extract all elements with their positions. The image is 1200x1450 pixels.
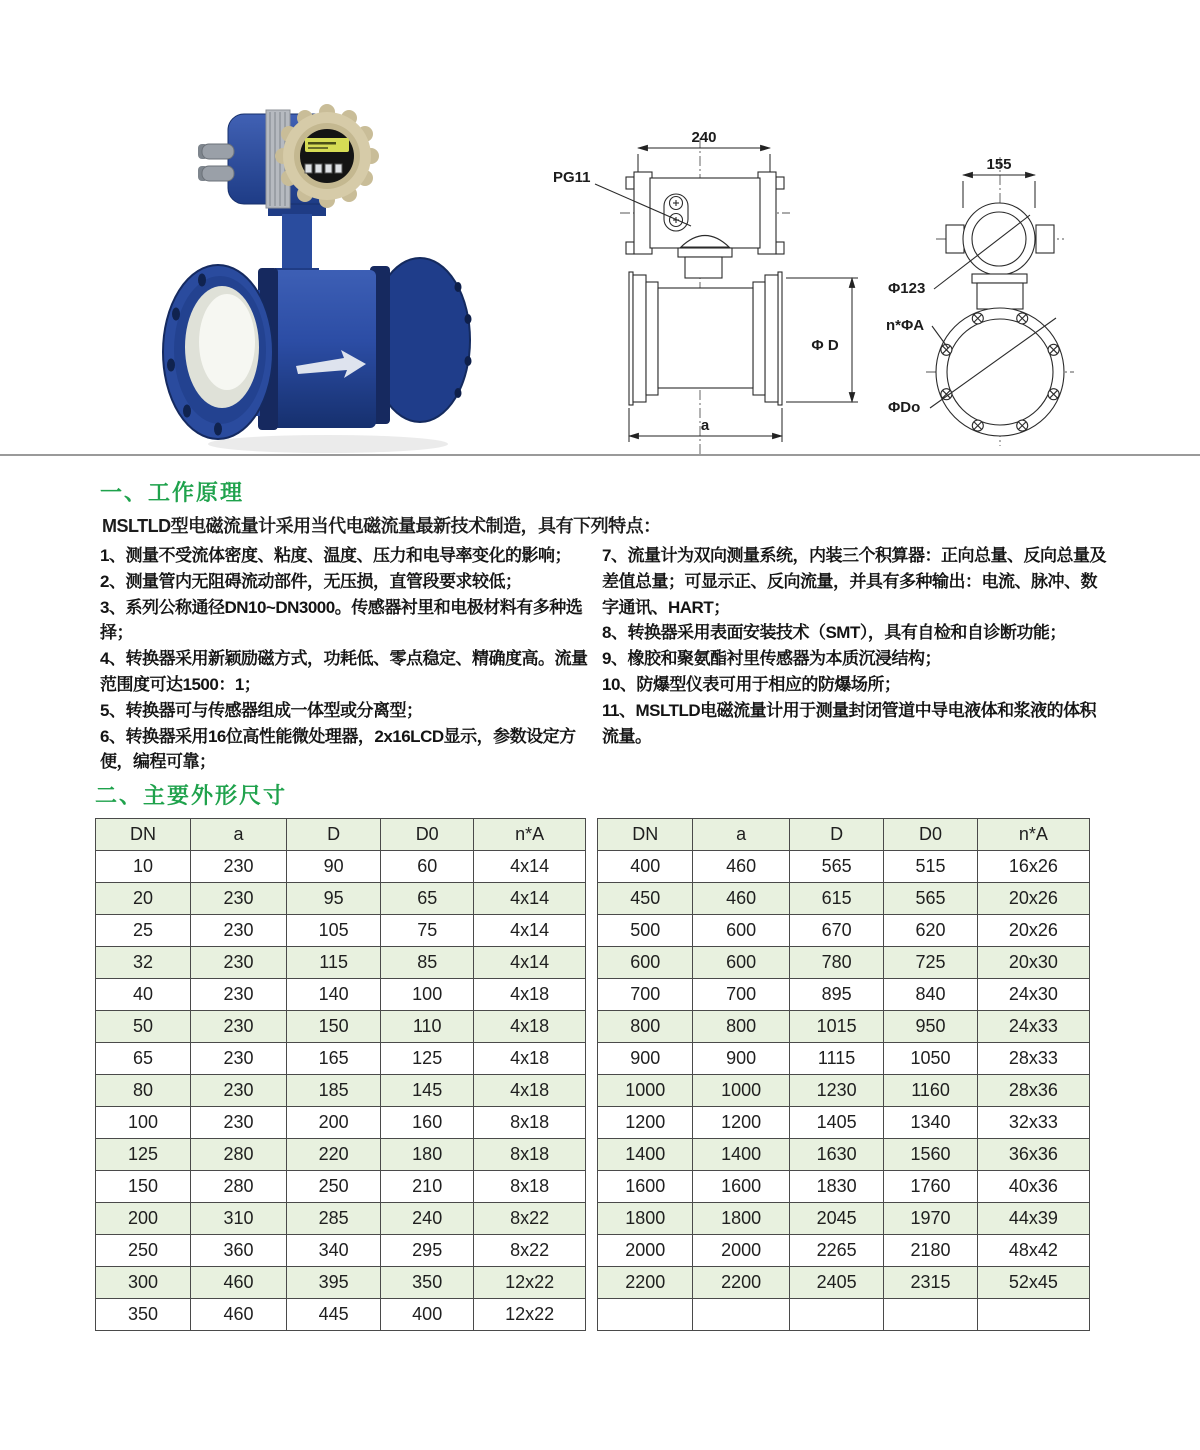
- table-cell: 8x18: [474, 1107, 586, 1139]
- table-header-cell: a: [191, 819, 287, 851]
- table-cell: 4x18: [474, 1075, 586, 1107]
- table-cell: 4x14: [474, 915, 586, 947]
- front-view-drawing: [545, 110, 865, 462]
- table-cell: 4x14: [474, 883, 586, 915]
- table-cell: 445: [287, 1299, 381, 1331]
- table-cell: 620: [884, 915, 977, 947]
- flange-left: [633, 275, 646, 402]
- table-cell: 230: [191, 947, 287, 979]
- feature-item: 1、测量不受流体密度、粘度、温度、压力和电导率变化的影响；: [100, 546, 571, 565]
- table-cell: 2000: [598, 1235, 693, 1267]
- neck: [977, 283, 1023, 309]
- table-row: [96, 1299, 586, 1331]
- display-window: [300, 129, 354, 183]
- table-cell: 180: [381, 1139, 474, 1171]
- table-cell: 340: [287, 1235, 381, 1267]
- table-cell: 125: [381, 1043, 474, 1075]
- table-cell: 2045: [789, 1203, 883, 1235]
- table-cell: 24x30: [977, 979, 1089, 1011]
- table-row: [598, 1139, 1090, 1171]
- table-cell: 8x22: [474, 1235, 586, 1267]
- table-cell: 295: [381, 1235, 474, 1267]
- table-cell: 220: [287, 1139, 381, 1171]
- feature-item: 6、转换器采用16位高性能微处理器，2x16LCD显示，参数设定方便，编程可靠；: [100, 726, 576, 772]
- feature-item: 7、流量计为双向测量系统，内装三个积算器：正向总量、反向总量及差值总量；可显示正、反向流量，并具有多种输出：电流、脉冲、数字通讯、HART；: [602, 546, 1106, 617]
- table-cell: 460: [191, 1267, 287, 1299]
- table-cell: 2200: [693, 1267, 789, 1299]
- table-row: [598, 1235, 1090, 1267]
- table-cell: 65: [381, 883, 474, 915]
- table-cell: 210: [381, 1171, 474, 1203]
- feature-item: 10、防爆型仪表可用于相应的防爆场所；: [602, 674, 901, 694]
- table-cell: 700: [693, 979, 789, 1011]
- table-cell: 230: [191, 851, 287, 883]
- feature-list-right: [602, 543, 1108, 775]
- table-cell: 600: [598, 947, 693, 979]
- table-header-cell: a: [693, 819, 789, 851]
- table-row: [96, 979, 586, 1011]
- table-cell: 44x39: [977, 1203, 1089, 1235]
- table-cell: 1800: [693, 1203, 789, 1235]
- table-cell: 1230: [789, 1075, 883, 1107]
- table-row: [96, 915, 586, 947]
- table-cell: [693, 1299, 789, 1331]
- feature-item: 4、转换器采用新颖励磁方式，功耗低、零点稳定、精确度高。流量范围度可达1500：1；: [100, 649, 588, 694]
- table-cell: 1200: [693, 1107, 789, 1139]
- table-header-row: [96, 819, 586, 851]
- table-cell: 80: [96, 1075, 191, 1107]
- table-cell: 230: [191, 1011, 287, 1043]
- table-cell: 110: [381, 1011, 474, 1043]
- table-cell: 50: [96, 1011, 191, 1043]
- table-row: [598, 1171, 1090, 1203]
- table-cell: 2265: [789, 1235, 883, 1267]
- table-cell: 150: [287, 1011, 381, 1043]
- flange-right: [765, 275, 778, 402]
- table-row: [96, 1139, 586, 1171]
- table-cell: 105: [287, 915, 381, 947]
- table-cell: 52x45: [977, 1267, 1089, 1299]
- table-row: [598, 1299, 1090, 1331]
- table-cell: 285: [287, 1203, 381, 1235]
- table-cell: 615: [789, 883, 883, 915]
- table-cell: 600: [693, 915, 789, 947]
- table-row: [598, 851, 1090, 883]
- table-cell: 12x22: [474, 1267, 586, 1299]
- table-row: [598, 947, 1090, 979]
- table-cell: 800: [598, 1011, 693, 1043]
- table-cell: 280: [191, 1171, 287, 1203]
- table-cell: 700: [598, 979, 693, 1011]
- table-cell: 16x26: [977, 851, 1089, 883]
- table-cell: 1200: [598, 1107, 693, 1139]
- table-cell: 460: [693, 883, 789, 915]
- table-cell: 90: [287, 851, 381, 883]
- bolt-hole: [465, 356, 472, 366]
- bolt-hole: [167, 359, 175, 372]
- keypad-button: [315, 164, 322, 173]
- table-cell: 460: [191, 1299, 287, 1331]
- table-cell: 28x36: [977, 1075, 1089, 1107]
- table-cell: 140: [287, 979, 381, 1011]
- feature-item: 8、转换器采用表面安装技术（SMT），具有自检和自诊断功能；: [602, 623, 1066, 643]
- section1-title: 一、工作原理: [100, 480, 245, 505]
- table-cell: 125: [96, 1139, 191, 1171]
- table-cell: 115: [287, 947, 381, 979]
- table-cell: 460: [693, 851, 789, 883]
- table-cell: 240: [381, 1203, 474, 1235]
- section-divider: [0, 454, 1200, 456]
- table-cell: 20x26: [977, 915, 1089, 947]
- table-cell: 100: [381, 979, 474, 1011]
- table-cell: 725: [884, 947, 977, 979]
- section2-title: 二、主要外形尺寸: [95, 783, 288, 808]
- dim-label-n-phi-a: n*ΦA: [886, 317, 925, 334]
- table-cell: 1830: [789, 1171, 883, 1203]
- side-view-drawing: [868, 122, 1116, 462]
- table-cell: 10: [96, 851, 191, 883]
- table-row: [598, 915, 1090, 947]
- table-cell: 1600: [598, 1171, 693, 1203]
- table-cell: 4x18: [474, 1011, 586, 1043]
- table-cell: 1400: [693, 1139, 789, 1171]
- table-cell: 515: [884, 851, 977, 883]
- table-header-cell: n*A: [977, 819, 1089, 851]
- table-cell: 350: [96, 1299, 191, 1331]
- feature-list-left: [100, 543, 588, 775]
- section1-intro: MSLTLD型电磁流量计采用当代电磁流量最新技术制造，具有下列特点：: [102, 516, 661, 536]
- table-row: [598, 1011, 1090, 1043]
- table-cell: 200: [96, 1203, 191, 1235]
- table-cell: 300: [96, 1267, 191, 1299]
- table-cell: 165: [287, 1043, 381, 1075]
- table-cell: 780: [789, 947, 883, 979]
- table-cell: 2405: [789, 1267, 883, 1299]
- table-cell: 20x30: [977, 947, 1089, 979]
- table-cell: 32: [96, 947, 191, 979]
- bolt-hole: [455, 388, 462, 398]
- table-cell: [977, 1299, 1089, 1331]
- table-cell: 185: [287, 1075, 381, 1107]
- table-cell: 4x18: [474, 979, 586, 1011]
- table-row: [598, 1203, 1090, 1235]
- dim-label-a: a: [700, 417, 710, 434]
- table-cell: 8x18: [474, 1139, 586, 1171]
- keypad-button: [305, 164, 312, 173]
- dimensions-table-right: [597, 818, 1090, 1331]
- table-cell: 95: [287, 883, 381, 915]
- keypad-button: [335, 164, 342, 173]
- housing-end-cap: [758, 172, 776, 254]
- table-cell: 900: [598, 1043, 693, 1075]
- table-row: [96, 1203, 586, 1235]
- table-cell: 230: [191, 1075, 287, 1107]
- table-cell: 85: [381, 947, 474, 979]
- table-cell: 1970: [884, 1203, 977, 1235]
- dimension-tables: [95, 818, 1090, 1331]
- table-cell: 36x36: [977, 1139, 1089, 1171]
- table-cell: 150: [96, 1171, 191, 1203]
- table-row: [96, 851, 586, 883]
- table-cell: 40: [96, 979, 191, 1011]
- table-cell: 565: [884, 883, 977, 915]
- table-cell: 895: [789, 979, 883, 1011]
- table-cell: 900: [693, 1043, 789, 1075]
- feature-list: [100, 543, 1108, 775]
- table-header-row: [598, 819, 1090, 851]
- table-cell: 800: [693, 1011, 789, 1043]
- table-cell: 1600: [693, 1171, 789, 1203]
- table-cell: 230: [191, 883, 287, 915]
- dim-label-phi123: Φ123: [888, 280, 926, 297]
- table-cell: 350: [381, 1267, 474, 1299]
- table-cell: 1015: [789, 1011, 883, 1043]
- keypad-button: [325, 164, 332, 173]
- table-cell: 1560: [884, 1139, 977, 1171]
- table-cell: 250: [287, 1171, 381, 1203]
- dim-label-phi-d: Φ D: [811, 337, 839, 354]
- table-cell: 8x22: [474, 1203, 586, 1235]
- table-cell: 2180: [884, 1235, 977, 1267]
- table-cell: 12x22: [474, 1299, 586, 1331]
- feature-item: 3、系列公称通径DN10~DN3000。传感器衬里和电极材料有多种选择；: [100, 597, 583, 643]
- table-cell: 670: [789, 915, 883, 947]
- table-cell: 250: [96, 1235, 191, 1267]
- table-header-cell: D0: [381, 819, 474, 851]
- table-cell: 950: [884, 1011, 977, 1043]
- housing-end-cap: [634, 172, 652, 254]
- table-cell: 100: [96, 1107, 191, 1139]
- table-header-cell: D: [789, 819, 883, 851]
- table-cell: 400: [381, 1299, 474, 1331]
- table-header-cell: D: [287, 819, 381, 851]
- table-cell: 160: [381, 1107, 474, 1139]
- table-cell: 8x18: [474, 1171, 586, 1203]
- sensor-body: [658, 288, 753, 388]
- table-cell: 1050: [884, 1043, 977, 1075]
- bolt-hole: [465, 314, 472, 324]
- table-cell: 60: [381, 851, 474, 883]
- table-row: [598, 979, 1090, 1011]
- table-cell: 145: [381, 1075, 474, 1107]
- table-cell: 48x42: [977, 1235, 1089, 1267]
- photo-shadow: [208, 435, 448, 453]
- table-cell: 40x36: [977, 1171, 1089, 1203]
- table-row: [96, 947, 586, 979]
- table-row: [598, 1043, 1090, 1075]
- table-row: [598, 1107, 1090, 1139]
- table-cell: [789, 1299, 883, 1331]
- bolt-hole: [198, 274, 206, 287]
- table-cell: 1115: [789, 1043, 883, 1075]
- bolt-hole: [183, 405, 191, 418]
- table-header-cell: DN: [598, 819, 693, 851]
- table-cell: 1340: [884, 1107, 977, 1139]
- table-cell: 1160: [884, 1075, 977, 1107]
- table-cell: 360: [191, 1235, 287, 1267]
- table-cell: 400: [598, 851, 693, 883]
- sensor-barrel: [272, 270, 376, 428]
- lcd-screen: [305, 138, 349, 152]
- table-header-cell: D0: [884, 819, 977, 851]
- table-cell: 4x18: [474, 1043, 586, 1075]
- table-cell: 280: [191, 1139, 287, 1171]
- feature-item: 5、转换器可与传感器组成一体型或分离型；: [100, 700, 423, 720]
- table-cell: 600: [693, 947, 789, 979]
- table-cell: 565: [789, 851, 883, 883]
- dim-label-240: 240: [691, 129, 717, 146]
- table-cell: 1630: [789, 1139, 883, 1171]
- table-row: [96, 1235, 586, 1267]
- dim-label-155: 155: [986, 156, 1012, 173]
- dimensions-table-left: [95, 818, 586, 1331]
- table-cell: 1405: [789, 1107, 883, 1139]
- table-cell: 1000: [693, 1075, 789, 1107]
- table-cell: 230: [191, 1107, 287, 1139]
- table-cell: 1760: [884, 1171, 977, 1203]
- table-cell: 450: [598, 883, 693, 915]
- table-cell: 75: [381, 915, 474, 947]
- table-row: [96, 1107, 586, 1139]
- product-photo: [148, 92, 504, 464]
- table-cell: 4x14: [474, 947, 586, 979]
- table-row: [598, 883, 1090, 915]
- table-row: [96, 1171, 586, 1203]
- table-row: [96, 883, 586, 915]
- table-cell: 2200: [598, 1267, 693, 1299]
- bolt-hole: [172, 308, 180, 321]
- table-cell: [884, 1299, 977, 1331]
- bolt-hole: [214, 423, 222, 436]
- table-cell: 65: [96, 1043, 191, 1075]
- table-cell: 20: [96, 883, 191, 915]
- table-header-cell: n*A: [474, 819, 586, 851]
- table-row: [96, 1043, 586, 1075]
- table-cell: [598, 1299, 693, 1331]
- table-cell: 4x14: [474, 851, 586, 883]
- feature-item: 9、橡胶和聚氨酯衬里传感器为本质沉浸结构；: [602, 649, 941, 669]
- table-cell: 28x33: [977, 1043, 1089, 1075]
- label-pg11: PG11: [553, 169, 591, 186]
- table-cell: 20x26: [977, 883, 1089, 915]
- table-cell: 25: [96, 915, 191, 947]
- table-cell: 840: [884, 979, 977, 1011]
- table-cell: 230: [191, 979, 287, 1011]
- table-cell: 1000: [598, 1075, 693, 1107]
- table-cell: 2000: [693, 1235, 789, 1267]
- table-cell: 32x33: [977, 1107, 1089, 1139]
- dim-label-phi-do: ΦDo: [888, 399, 921, 416]
- table-cell: 24x33: [977, 1011, 1089, 1043]
- table-cell: 395: [287, 1267, 381, 1299]
- feature-item: 2、测量管内无阻碍流动部件，无压损，直管段要求较低；: [100, 571, 522, 591]
- table-cell: 310: [191, 1203, 287, 1235]
- table-cell: 230: [191, 1043, 287, 1075]
- table-cell: 200: [287, 1107, 381, 1139]
- bolt-hole: [455, 282, 462, 292]
- table-row: [96, 1011, 586, 1043]
- feature-item: 11、MSLTLD电磁流量计用于测量封闭管道中导电液体和浆液的体积流量。: [602, 700, 1097, 746]
- table-row: [598, 1267, 1090, 1299]
- table-cell: 1800: [598, 1203, 693, 1235]
- table-cell: 500: [598, 915, 693, 947]
- table-row: [598, 1075, 1090, 1107]
- table-cell: 2315: [884, 1267, 977, 1299]
- table-cell: 230: [191, 915, 287, 947]
- table-row: [96, 1267, 586, 1299]
- table-header-cell: DN: [96, 819, 191, 851]
- table-row: [96, 1075, 586, 1107]
- table-cell: 1400: [598, 1139, 693, 1171]
- neck: [685, 257, 722, 278]
